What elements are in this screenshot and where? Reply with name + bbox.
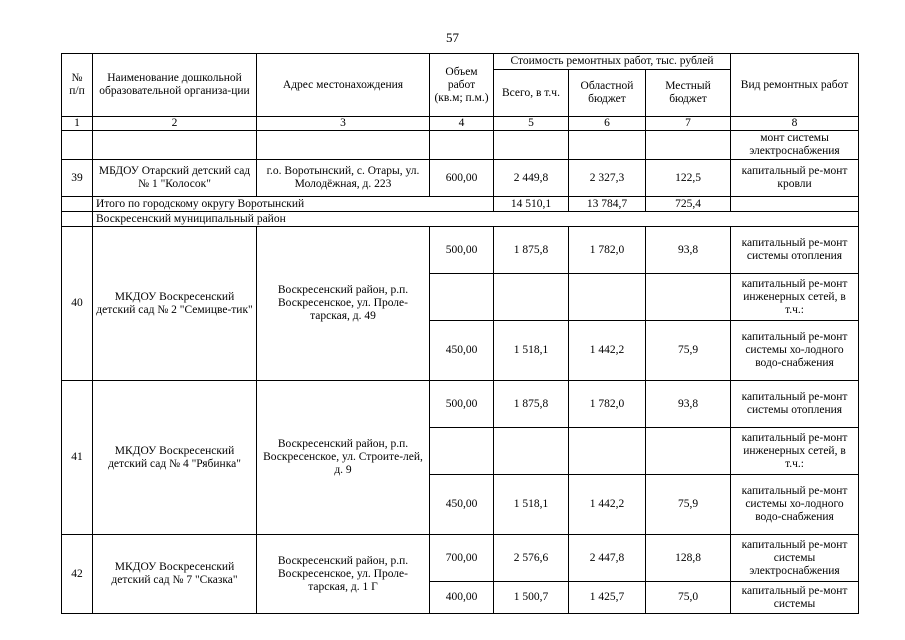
table-row <box>62 160 859 197</box>
col-number: 7 <box>646 117 731 131</box>
row-num-cell: 39 <box>62 160 93 197</box>
work-type-cell: капитальный ре-монт инженерных сетей, в т.ч.: <box>731 274 859 321</box>
work-type-cell: капитальный ре-монт системы <box>731 582 859 614</box>
work-type-cell: капитальный ре-монт системы отопления <box>731 381 859 428</box>
regional-cell: 1 442,2 <box>569 475 646 535</box>
work-type-cell: капитальный ре-монт инженерных сетей, в т.ч.: <box>731 428 859 475</box>
regional-cell: 1 782,0 <box>569 227 646 274</box>
col-number: 3 <box>257 117 430 131</box>
org-name-cell: МКДОУ Воскресенский детский сад № 4 "Рябинка" <box>93 381 257 535</box>
table-row <box>62 227 859 274</box>
col-number: 4 <box>430 117 494 131</box>
local-cell: 128,8 <box>646 535 731 582</box>
address-cell: г.о. Воротынский, с. Отары, ул. Молодёжная, д. 223 <box>257 160 430 197</box>
work-type-cell: капитальный ре-монт системы отопления <box>731 227 859 274</box>
volume-cell: 700,00 <box>430 535 494 582</box>
total-cell: 1 875,8 <box>494 227 569 274</box>
regional-cell: 2 447,8 <box>569 535 646 582</box>
header-total: Всего, в т.ч. <box>494 70 569 117</box>
volume-cell: 500,00 <box>430 381 494 428</box>
col-number: 6 <box>569 117 646 131</box>
repair-works-table <box>61 53 859 614</box>
address-cell: Воскресенский район, р.п. Воскресенское, ул. Проле-тарская, д. 49 <box>257 227 430 381</box>
address-cell: Воскресенский район, р.п. Воскресенское, ул. Проле-тарская, д. 1 Г <box>257 535 430 614</box>
volume-cell: 400,00 <box>430 582 494 614</box>
local-cell: 93,8 <box>646 381 731 428</box>
work-type-cell: капитальный ре-монт кровли <box>731 160 859 197</box>
local-cell: 75,9 <box>646 475 731 535</box>
row-num-cell: 41 <box>62 381 93 535</box>
regional-cell: 2 327,3 <box>569 160 646 197</box>
row-num-cell: 40 <box>62 227 93 381</box>
header-name: Наименование дошкольной образовательной организа-ции <box>93 54 257 117</box>
volume-cell: 450,00 <box>430 475 494 535</box>
col-number: 5 <box>494 117 569 131</box>
total-cell: 2 576,6 <box>494 535 569 582</box>
header-num: № п/п <box>62 54 93 117</box>
total-cell: 1 500,7 <box>494 582 569 614</box>
total-cell: 1 875,8 <box>494 381 569 428</box>
header-work-type: Вид ремонтных работ <box>731 54 859 117</box>
local-cell: 725,4 <box>646 197 731 212</box>
total-cell: 14 510,1 <box>494 197 569 212</box>
header-cost-group: Стоимость ремонтных работ, тыс. рублей <box>494 54 731 70</box>
local-cell: 75,9 <box>646 321 731 381</box>
header-row <box>62 54 859 70</box>
work-type-cell: капитальный ре-монт системы хо-лодного водо-снабжения <box>731 475 859 535</box>
regional-cell: 1 442,2 <box>569 321 646 381</box>
regional-cell: 1 425,7 <box>569 582 646 614</box>
header-local: Местный бюджет <box>646 70 731 117</box>
table-row <box>62 381 859 428</box>
local-cell: 75,0 <box>646 582 731 614</box>
col-number: 2 <box>93 117 257 131</box>
total-cell: 2 449,8 <box>494 160 569 197</box>
header-volume: Объем работ (кв.м; п.м.) <box>430 54 494 117</box>
regional-cell: 1 782,0 <box>569 381 646 428</box>
header-regional: Областной бюджет <box>569 70 646 117</box>
work-type-cell: монт системы электроснабжения <box>731 131 859 160</box>
work-type-cell: капитальный ре-монт системы электроснабжения <box>731 535 859 582</box>
row-num-cell: 42 <box>62 535 93 614</box>
column-numbers-row <box>62 117 859 131</box>
org-name-cell: МКДОУ Воскресенский детский сад № 7 "Сказка" <box>93 535 257 614</box>
regional-cell: 13 784,7 <box>569 197 646 212</box>
page-number: 57 <box>446 30 459 45</box>
total-cell: 1 518,1 <box>494 321 569 381</box>
volume-cell: 500,00 <box>430 227 494 274</box>
district-label: Воскресенский муниципальный район <box>93 212 859 227</box>
table-row <box>62 131 859 160</box>
header-address: Адрес местонахождения <box>257 54 430 117</box>
volume-cell: 450,00 <box>430 321 494 381</box>
table-row <box>62 535 859 582</box>
col-number: 8 <box>731 117 859 131</box>
col-number: 1 <box>62 117 93 131</box>
volume-cell: 600,00 <box>430 160 494 197</box>
total-cell: 1 518,1 <box>494 475 569 535</box>
district-row <box>62 212 859 227</box>
work-type-cell: капитальный ре-монт системы хо-лодного водо-снабжения <box>731 321 859 381</box>
subtotal-label: Итого по городскому округу Воротынский <box>93 197 494 212</box>
org-name-cell: МКДОУ Воскресенский детский сад № 2 "Семицве-тик" <box>93 227 257 381</box>
org-name-cell: МБДОУ Отарский детский сад № 1 "Колосок" <box>93 160 257 197</box>
local-cell: 93,8 <box>646 227 731 274</box>
local-cell: 122,5 <box>646 160 731 197</box>
subtotal-row <box>62 197 859 212</box>
address-cell: Воскресенский район, р.п. Воскресенское, ул. Строите-лей, д. 9 <box>257 381 430 535</box>
